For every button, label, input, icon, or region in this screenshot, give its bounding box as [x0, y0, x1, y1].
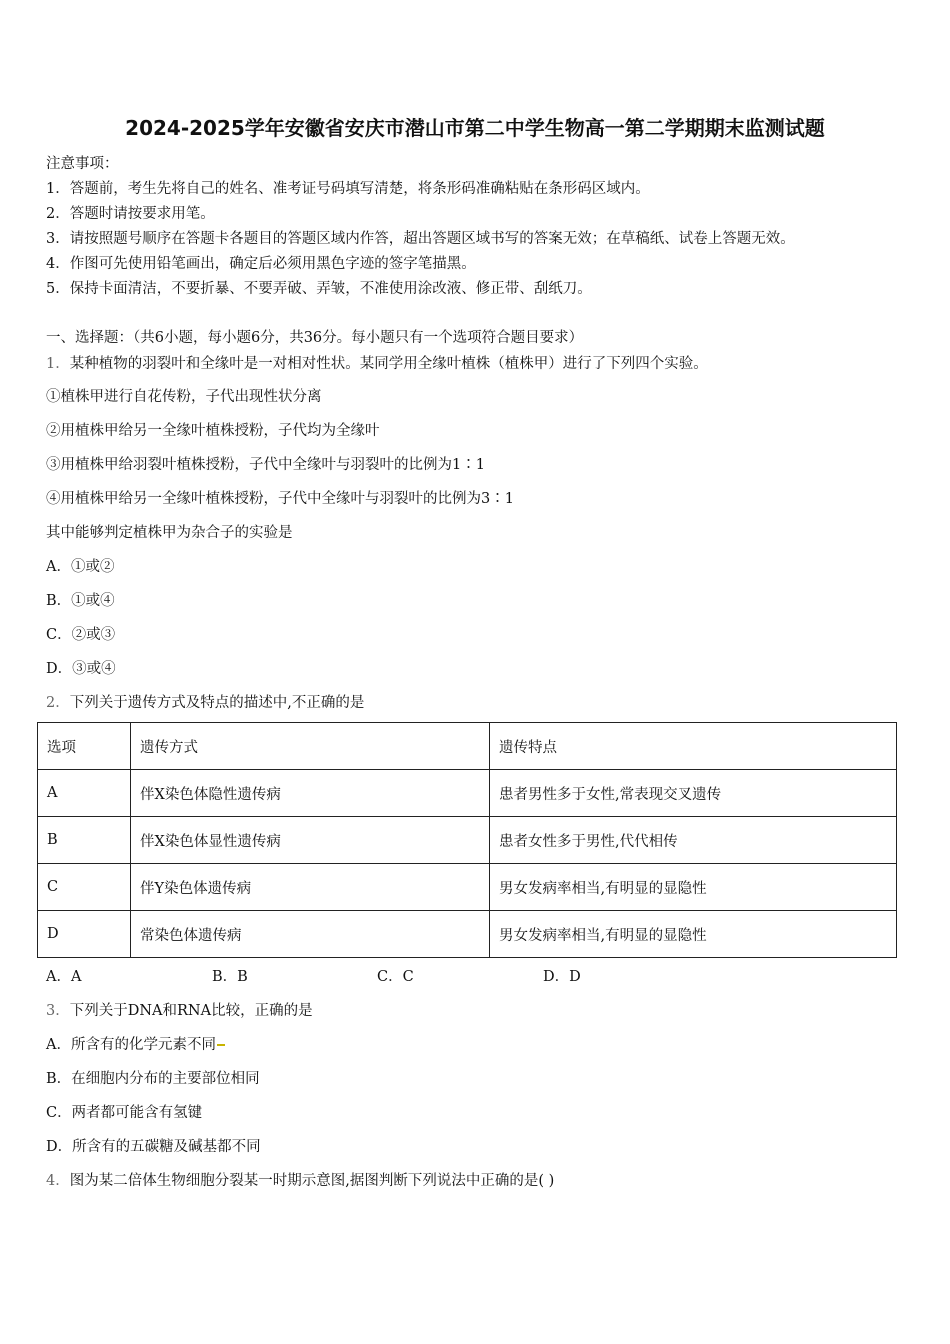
notice-item: 1．答题前，考生先将自己的姓名、准考证号码填写清楚，将条形码准确粘贴在条形码区域内。	[46, 181, 650, 197]
experiment-item: ①植株甲进行自花传粉，子代出现性状分离	[46, 389, 322, 405]
page-title: 2024-2025学年安徽省安庆市潜山市第二中学生物高一第二学期期末监测试题	[125, 116, 825, 140]
question-stem: 图为某二倍体生物细胞分裂某一时期示意图,据图判断下列说法中正确的是( )	[69, 1173, 555, 1189]
notice-heading: 注意事项：	[46, 156, 119, 172]
question-stem: 某种植物的羽裂叶和全缘叶是一对相对性状。某同学用全缘叶植株（植株甲）进行了下列四个实验。	[69, 356, 708, 372]
answer-option: B．①或④	[46, 593, 115, 609]
table-row	[38, 817, 897, 864]
answer-option: B．在细胞内分布的主要部位相同	[46, 1071, 260, 1087]
question-prompt: 其中能够判定植株甲为杂合子的实验是	[46, 525, 293, 541]
question-1	[46, 352, 708, 373]
table-cell: B	[38, 817, 131, 864]
question-3	[46, 999, 313, 1020]
table-cell: 伴X染色体显性遗传病	[131, 817, 490, 864]
table-cell: 男女发病率相当,有明显的显隐性	[490, 864, 897, 911]
answer-option: D．③或④	[46, 661, 116, 677]
notice-item: 3．请按照题号顺序在答题卡各题目的答题区域内作答，超出答题区域书写的答案无效；在草稿纸、试卷上答题无效。	[46, 231, 795, 247]
question-stem: 下列关于DNA和RNA比较，正确的是	[69, 1003, 313, 1019]
answer-option: A．A	[46, 969, 82, 985]
answer-option	[46, 1033, 225, 1054]
question-4	[46, 1169, 554, 1190]
notice-item: 5．保持卡面清洁，不要折暴、不要弄破、弄皱，不准使用涂改液、修正带、刮纸刀。	[46, 281, 592, 297]
notice-item: 2．答题时请按要求用笔。	[46, 206, 215, 222]
table-cell: A	[38, 770, 131, 817]
answer-option-text: A．所含有的化学元素不同	[46, 1037, 216, 1053]
table-cell: 患者男性多于女性,常表现交叉遗传	[490, 770, 897, 817]
table-row	[38, 864, 897, 911]
question-number: 3．	[46, 1003, 70, 1019]
table-cell: 男女发病率相当,有明显的显隐性	[490, 911, 897, 958]
question-number: 4．	[46, 1173, 70, 1189]
question-2	[46, 691, 364, 712]
table-row	[38, 770, 897, 817]
table-cell: 伴Y染色体遗传病	[131, 864, 490, 911]
section-heading: 一、选择题：（共6小题，每小题6分，共36分。每小题只有一个选项符合题目要求）	[46, 330, 584, 346]
answer-option: C．②或③	[46, 627, 116, 643]
notice-item: 4．作图可先使用铅笔画出，确定后必须用黑色字迹的签字笔描黑。	[46, 256, 476, 272]
table-cell: C	[38, 864, 131, 911]
experiment-item: ④用植株甲给另一全缘叶植株授粉，子代中全缘叶与羽裂叶的比例为3∶1	[46, 491, 514, 507]
table-cell: 常染色体遗传病	[131, 911, 490, 958]
answer-option: D．D	[543, 969, 581, 985]
answer-option: C．C	[377, 969, 414, 985]
experiment-item: ③用植株甲给羽裂叶植株授粉，子代中全缘叶与羽裂叶的比例为1∶1	[46, 457, 485, 473]
table-cell: D	[38, 911, 131, 958]
inheritance-table	[37, 722, 897, 958]
table-cell: 患者女性多于男性,代代相传	[490, 817, 897, 864]
table-cell: 伴X染色体隐性遗传病	[131, 770, 490, 817]
table-header-cell: 遗传方式	[131, 723, 490, 770]
question-number: 2．	[46, 695, 70, 711]
table-header-cell: 选项	[38, 723, 131, 770]
answer-option: B．B	[212, 969, 248, 985]
question-number: 1．	[46, 356, 70, 372]
question-stem: 下列关于遗传方式及特点的描述中,不正确的是	[69, 695, 365, 711]
answer-option: D．所含有的五碳糖及碱基都不同	[46, 1139, 261, 1155]
mark-glyph	[217, 1044, 225, 1046]
answer-option: C．两者都可能含有氢键	[46, 1105, 203, 1121]
table-header-cell: 遗传特点	[490, 723, 897, 770]
experiment-item: ②用植株甲给另一全缘叶植株授粉，子代均为全缘叶	[46, 423, 380, 439]
answer-option: A．①或②	[46, 559, 115, 575]
table-row	[38, 911, 897, 958]
table-header-row	[38, 723, 897, 770]
